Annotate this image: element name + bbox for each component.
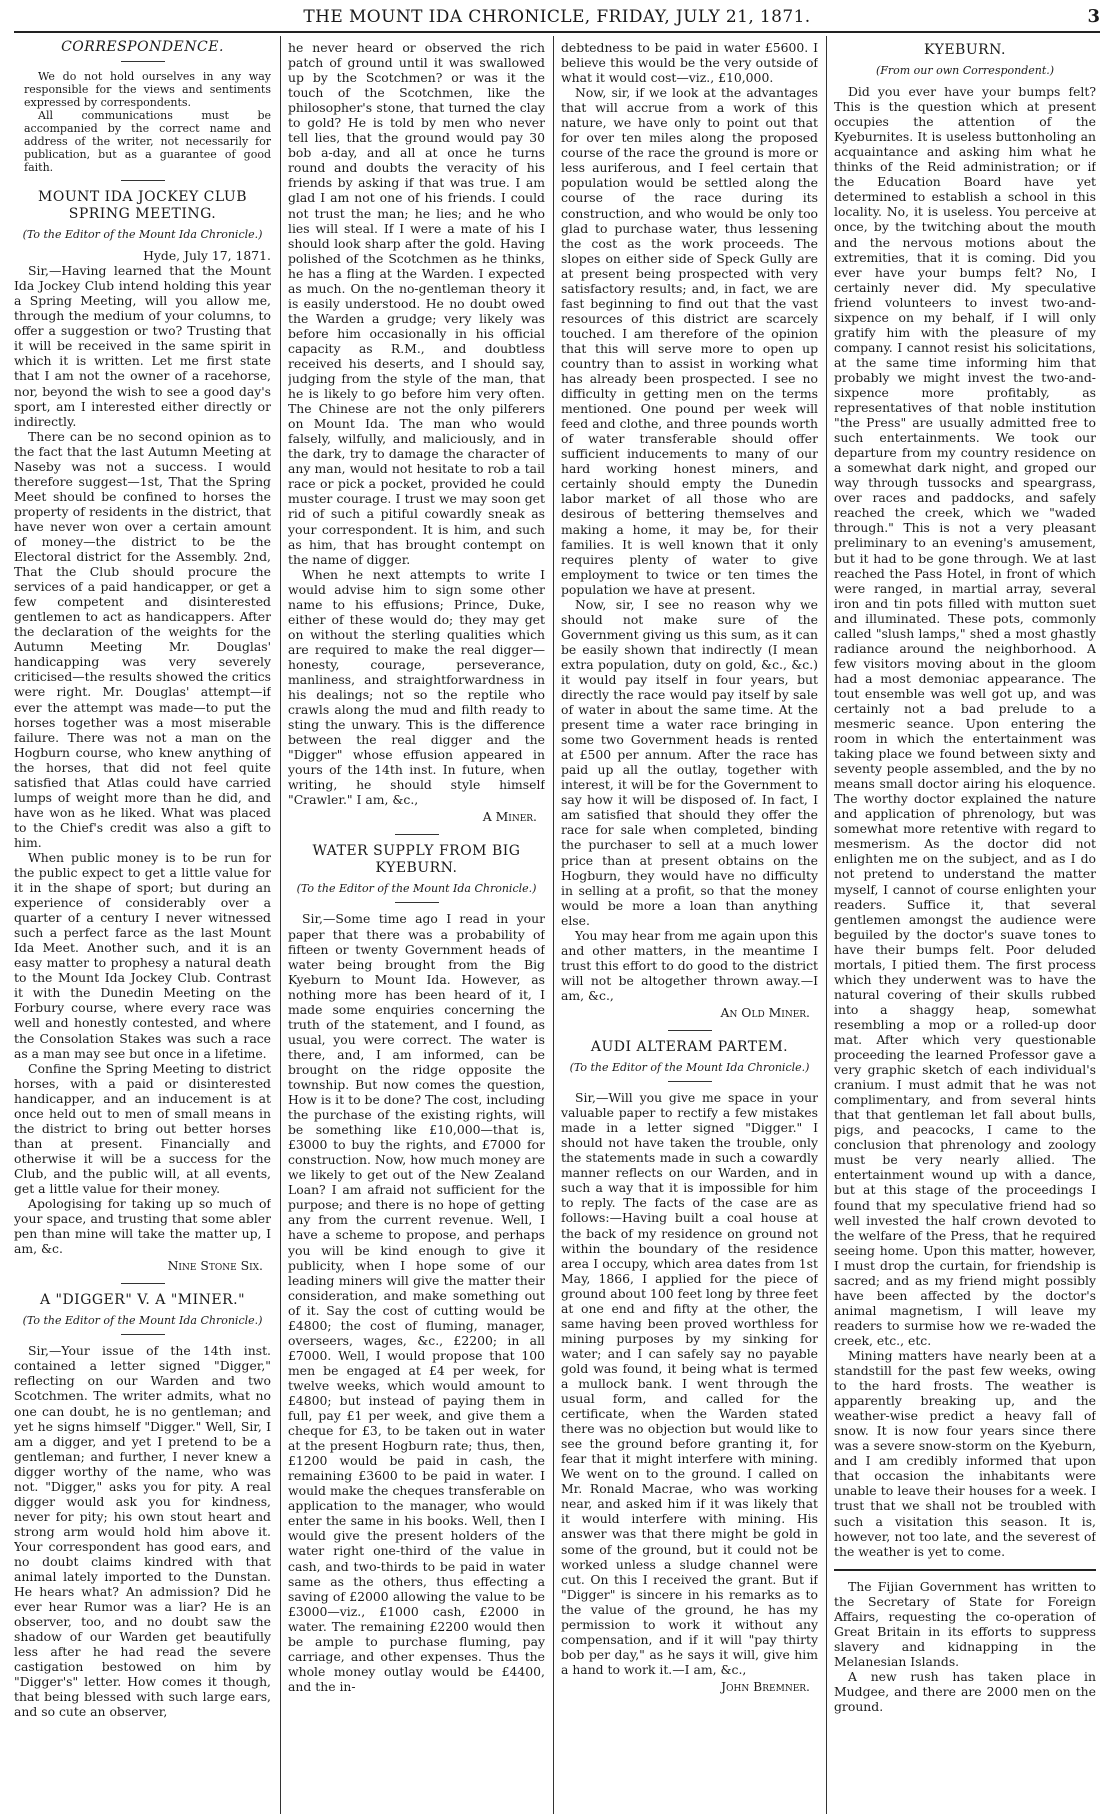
divider bbox=[121, 1283, 165, 1284]
paragraph: When public money is to be run for the public expect to get a little value for it in the shape of sport; but during an experience of considerably over a quarter of a century I never witnessed such a perfect farce as the last Mount Ida Meet. Another such, and it is an easy matter to prophesy a natural death to the Mount Ida Jockey Club. Contrast it with the Dunedin Meeting on the Forbury course, where every race was well and honestly contested, and where the Consolation Stakes was such a race as a man may see but once in a lifetime. bbox=[14, 849, 271, 1061]
paragraph: Confine the Spring Meeting to district horses, with a paid or disinterested handicapper, and an inducement is at once held out to men of small means in the district to bring out better horses than at present. Financially and otherwise it will be a success for the Club, and the public will, at all events, get a little value for their money. bbox=[14, 1060, 271, 1196]
column-2 bbox=[288, 40, 545, 1814]
paragraph: When he next attempts to write I would advise him to sign some other name to his effusions; Prince, Duke, either of these would do; they may get on without the sterling qualities which are required to make the real digger—honesty, courage, perseverance, manliness, and straightforwardness in his dealings; not so the reptile who crawls along the mud and filth ready to sting the unwary. This is the difference between the real digger and the "Digger" whose effusion appeared in yours of the 14th inst. In future, when writing, he should style himself "Crawler." I am, &c., bbox=[288, 566, 545, 808]
letter-signature: John Bremner. bbox=[721, 1678, 810, 1694]
column-1 bbox=[14, 40, 271, 1814]
divider bbox=[121, 61, 165, 62]
paragraph: Sir,—Your issue of the 14th inst. contained a letter signed "Digger," reflecting on our Warden and two Scotchmen. The writer admits, what no one can doubt, he is no gentleman; and yet he signs himself "Digger." Well, Sir, I am a digger, and yet I pretend to be a gentleman; and further, I never knew a digger worthy of the name, who was not. "Digger," asks you for pity. A real digger would ask you for kindness, never for pity; his own stout heart and strong arm would hold him above it. Your correspondent has good ears, and no doubt claims kindred with that animal lately imported to the Dunstan. He hears what? An admission? Did he ever hear Rumor was a liar? He is an observer, too, and no doubt saw the shadow of our Warden get beautifully less after he had read the severe castigation bestowed on him by "Digger's" letter. How comes it though, that being blessed with such large ears, and so cute an observer, bbox=[14, 1343, 271, 1720]
editorial-notice: We do not hold ourselves in any way responsible for the views and sentiments expressed by correspondents. bbox=[24, 70, 271, 110]
letter-title: AUDI ALTERAM PARTEM. bbox=[590, 1039, 789, 1056]
masthead-rule bbox=[14, 31, 1100, 33]
letter-signature: Nine Stone Six. bbox=[167, 1258, 263, 1274]
letter-subheading: (To the Editor of the Mount Ida Chronicle.) bbox=[569, 1061, 810, 1075]
divider bbox=[395, 834, 439, 835]
paragraph-continued: debtedness to be paid in water £5600. I believe this would be the very outside of what it would cost—viz., £10,000. bbox=[561, 40, 818, 86]
letter-dateline: Hyde, July 17, 1871. bbox=[143, 248, 271, 264]
news-item: The Fijian Government has written to the Secretary of State for Foreign Affairs, requesting the co-operation of Great Britain in its efforts to suppress slavery and kidnapping in the Melanesian Islands. bbox=[834, 1578, 1096, 1669]
editorial-notice: All communications must be accompanied by the correct name and address of the writer, not necessarily for publication, but as a guarantee of good faith. bbox=[24, 109, 271, 175]
paragraph: Now, sir, if we look at the advantages that will accrue from a work of this nature, we have only to point out that for over ten miles along the proposed course of the race the ground is more or less auriferous, and I feel certain that population would be settled along the course of the race during its construction, and who would be only too glad to purchase water, thus lessening the cost as the work proceeds. The slopes on either side of Speck Gully are at present being prospected with very satisfactory results; and, in fact, we are fast beginning to find out that the vast resources of this district are scarcely touched. I am therefore of the opinion that this will serve more to open up country than to assist in working what has already been prospected. I see no difficulty in getting men on the terms mentioned. One pound per week will feed and clothe, and three pounds worth of water transferable should offer sufficient inducements to many of our hard working honest miners, and certainly should empty the Dunedin labor market of all those who are desirous of bettering themselves and making a home, it may be, for their families. It is well known that it only requires plenty of water to give employment to twice or ten times the population we have at present. bbox=[561, 85, 818, 597]
paragraph: Sir,—Some time ago I read in your paper that there was a probability of fifteen or twenty Government heads of water being brought from the Big Kyeburn to Mount Ida. However, as nothing more has been heard of it, I made some enquiries concerning the truth of the statement, and I found, as usual, you were correct. The water is there, and, I am informed, can be brought on the ridge opposite the township. But now comes the question, How is it to be done? The cost, including the purchase of the existing rights, will be something like £10,000—that is, £3000 to buy the rights, and £7000 for construction. Now, how much money are we likely to get out of the New Zealand Loan? I am afraid not sufficient for the purpose; and there is no hope of getting any from the current revenue. Well, I have a scheme to propose, and perhaps you will be kind enough to give it publicity, when I hope some of our leading miners will give the matter their consideration, and make something out of it. Say the cost of cutting would be £4800; the cost of fluming, manager, overseers, wages, &c., £2200; in all £7000. Well, I would propose that 100 men be engaged at £4 per week, for twelve weeks, which would amount to £4800; but instead of paying them in full, pay £1 per week, and give them a cheque for £3, to be taken out in water at the present Hogburn rate; thus, then, £1200 would be paid in cash, the remaining £3600 to be paid in water. I would make the cheques transferable on application to the manager, who would enter the same in his books. Well, then I would give the present holders of the water right one-third of the value in cash, and two-thirds to be paid in water same as the others, thus effecting a saving of £2000 allowing the value to be £3000—viz., £1000 cash, £2000 in water. The remaining £2200 would then be ample to purchase fluming, pay carriage, and other expenses. Thus the whole money outlay would be £4400, and the in- bbox=[288, 911, 545, 1694]
column-4 bbox=[834, 40, 1096, 1814]
letter-signature: An Old Miner. bbox=[720, 1005, 810, 1020]
paragraph: Apologising for taking up so much of your space, and trusting that some abler pen than mine will take the matter up, I am, &c. bbox=[14, 1196, 271, 1257]
news-item: A new rush has taken place in Mudgee, and there are 2000 men on the ground. bbox=[834, 1668, 1096, 1715]
letter-subheading: (To the Editor of the Mount Ida Chronicle.) bbox=[22, 228, 263, 242]
paragraph: Sir,—Will you give me space in your valuable paper to rectify a few mistakes made in a letter signed "Digger." I should not have taken the trouble, only the statements made in such a cowardly manner reflects on our Warden, and in such a way that it is impossible for him to reply. The facts of the case are as follows:—Having built a coal house at the back of my residence on ground not within the boundary of the residence area I occupy, which area dates from 1st May, 1866, I applied for the piece of ground about 100 feet long by three feet at one end and fifty at the other, the same having been proved worthless for mining purposes by my sinking for water; and I can safely say no payable gold was found, it being what is termed a mullock bank. I went through the usual form, and called for the certificate, when the Warden stated there was no objection but would like to see the ground before granting it, for fear that it might interfere with mining. We went on to the ground. I called on Mr. Ronald Macrae, who was working near, and asked him if it was likely that it would interfere with mining. His answer was that there might be gold in some of the ground, but it could not be worked unless a sludge channel were cut. On this I received the grant. But if "Digger" is sincere in his remarks as to the value of the ground, he has my permission to work it without any compensation, and if it will "pay thirty bob per day," as he says it will, give him a hand to work it.—I am, &c., bbox=[561, 1090, 818, 1677]
divider bbox=[121, 1334, 165, 1335]
paragraph: Now, sir, I see no reason why we should not make sure of the Government giving us this sum, as it can be easily shown that indirectly (I mean extra population, duty on gold, &c., &c.) it would pay itself in four years, but directly the race would pay itself by sale of water in about the same time. At the present time a water race bringing in some two Government heads is rented at £500 per annum. After the race has paid up all the outlay, together with interest, it will be for the Government to say how it will be disposed of. In fact, I am satisfied that should they offer the race for sale when completed, binding the purchaser to sell at a much lower price than at present obtains on the Hogburn, they would have no difficulty in selling at a profit, so that the money would be more a loan than anything else. bbox=[561, 596, 818, 928]
masthead bbox=[14, 4, 1100, 28]
column-3 bbox=[561, 40, 818, 1814]
newspaper-title: THE MOUNT IDA CHRONICLE, FRIDAY, JULY 21, 1871. bbox=[303, 7, 811, 27]
letter-subheading: (To the Editor of the Mount Ida Chronicle.) bbox=[296, 882, 537, 896]
column-divider bbox=[826, 36, 827, 1814]
letter-title: MOUNT IDA JOCKEY CLUB SPRING MEETING. bbox=[38, 189, 247, 223]
letter-title: WATER SUPPLY FROM BIG KYEBURN. bbox=[312, 843, 521, 877]
article-title: KYEBURN. bbox=[924, 42, 1006, 58]
divider bbox=[121, 180, 165, 181]
divider bbox=[668, 1081, 712, 1082]
article-subheading: (From our own Correspondent.) bbox=[875, 64, 1055, 77]
paragraph-continued: he never heard or observed the rich patch of ground until it was swallowed up by the Scotchmen? or was it the touch of the Scotchmen, like the philosopher's stone, that turned the clay to gold? He is told by men who never tell lies, that the ground would pay 30 bob a-day, and all at once he turns round and doubts the veracity of his friends by asking if that was true. I am glad I am not one of his friends. I could not trust the man; he lies; and he who lies will steal. If I were a mate of his I should look sharp after the gold. Having polished of the Scotchmen as he thinks, he has a fling at the Warden. I expected as much. On the no-gentleman theory it is easily understood. He no doubt owed the Warden a grudge; very likely was before him occasionally in his official capacity as R.M., and doubtless received his deserts, and I should say, judging from the style of the man, that he is likely to go before him very often. The Chinese are not the only pilferers on Mount Ida. The man who would falsely, wilfully, and maliciously, and in the dark, try to damage the character of any man, would not hesitate to rob a tail race or pick a pocket, provided he could muster courage. I trust we may soon get rid of such a pitiful cowardly sneak as your correspondent. It is him, and such as him, that has brought contempt on the name of digger. bbox=[288, 40, 545, 567]
paragraph: There can be no second opinion as to the fact that the last Autumn Meeting at Naseby was not a success. I would therefore suggest—1st, That the Spring Meet should be confined to horses the property of residents in the district, that have never won over a certain amount of money—the district to be the Electoral district for the Assembly. 2nd, That the Club should procure the services of a paid handicapper, or get a few competent and disinterested gentlemen to act as handicappers. After the declaration of the weights for the Autumn Meeting Mr. Douglas' handicapping was very severely criticised—the results showed the critics were right. Mr. Douglas' attempt—if ever the attempt was made—to put the horses together was a most miserable failure. There was not a man on the Hogburn course, who knew anything of the horses, that did not feel quite satisfied that Atlas could have carried lumps of weight more than he did, and have won as he liked. What was placed to the Chief's credit was also a gift to him. bbox=[14, 428, 271, 850]
section-heading-correspondence: CORRESPONDENCE. bbox=[61, 40, 224, 55]
letter-signature: A Miner. bbox=[482, 809, 537, 825]
paragraph: Sir,—Having learned that the Mount Ida Jockey Club intend holding this year a Spring Meeting, will you allow me, through the medium of your columns, to offer a suggestion or two? Trusting that it will be received in the same spirit in which it is written. Let me first state that I am not the owner of a racehorse, nor, beyond the wish to see a good day's sport, am I interested either directly or indirectly. bbox=[14, 263, 271, 429]
paragraph: Did you ever have your bumps felt? This is the question which at present occupies the attention of the Kyeburnites. It is useless buttonholing an acquaintance and asking him what he thinks of the Reid administration; or if the Education Board have yet determined to establish a school in this locality. No, it is useless. You perceive at once, by the twitching about the mouth and the nervous motions about the extremities, that it is coming. Did you ever have your bumps felt? No, I certainly never did. My speculative friend volunteers to invest two-and-sixpence on my behalf, if I will only gratify him with the pleasure of my company. I cannot resist his solicitations, at the same time informing him that probably we might invest the two-and-sixpence more profitably, as representatives of that noble institution "the Press" are usually admitted free to such entertainments. We took our departure from my country residence on a somewhat dark night, and groped our way through tussocks and speargrass, over races and paddocks, and safely reached the creek, which we "waded through." This is not a very pleasant preliminary to an evening's amusement, but it had to be gone through. We at last reached the Pass Hotel, in front of which were ranged, in martial array, several iron and tin pots filled with mutton suet and illuminated. These pots, commonly called "slush lamps," shed a most ghastly radiance around the neighborhood. A few visitors moving about in the gloom had a most demoniac appearance. The tout ensemble was well got up, and was certainly not a bad prelude to a mesmeric seance. Upon entering the room in which the entertainment was taking place we found between sixty and seventy people assembled, and the by no means small doctor airing his eloquence. The worthy doctor explained the nature and application of phrenology, but was somewhat more retentive with regard to mesmerism. As the doctor did not enlighten me on the subject, and as I do not pretend to understand the matter myself, I cannot of course enlighten your readers. Suffice it, that several gentlemen amongst the audience were beguiled by the doctor's suave tones to have their bumps felt. Poor deluded mortals, I pitied them. The first process which they underwent was to have the natural covering of their skulls rubbed into a shaggy heap, somewhat resembling a mop or a rolled-up door mat. After which very questionable proceeding the learned Professor gave a very graphic sketch of each individual's cranium. I must admit that he was not complimentary, and from several hints that that gentleman let fall about bulls, pigs, and peacocks, I came to the conclusion that phrenology and zoology must be very nearly allied. The entertainment wound up with a dance, but at this stage of the proceedings I found that my speculative friend had so well invested the half crown devoted to the welfare of the Press, that he required seeing home. Upon this matter, however, I must drop the curtain, for friendship is sacred; and as my friend might possibly have been affected by the doctor's animal magnetism, I will leave my readers to surmise how we re-waded the creek, etc., etc. bbox=[834, 84, 1096, 1348]
column-divider bbox=[280, 36, 281, 1814]
letter-subheading: (To the Editor of the Mount Ida Chronicle.) bbox=[22, 1314, 263, 1328]
column-divider bbox=[553, 36, 554, 1814]
page-number: 3 bbox=[1087, 6, 1100, 27]
divider bbox=[395, 902, 439, 903]
divider bbox=[834, 1569, 1096, 1571]
divider bbox=[668, 1030, 712, 1031]
letter-title: A "DIGGER" V. A "MINER." bbox=[39, 1292, 246, 1309]
paragraph: Mining matters have nearly been at a standstill for the past few weeks, owing to the hard frosts. The weather is apparently breaking up, and the weather-wise predict a heavy fall of snow. It is now four years since there was a severe snow-storm on the Kyeburn, and I am credibly informed that upon that occasion the inhabitants were unable to leave their houses for a week. I trust that we shall not be troubled with such a visitation this season. It is, however, not too late, and the severest of the weather is yet to come. bbox=[834, 1347, 1096, 1559]
paragraph: You may hear from me again upon this and other matters, in the meantime I trust this effort to do good to the district will not be altogether thrown away.—I am, &c., bbox=[561, 927, 818, 1003]
